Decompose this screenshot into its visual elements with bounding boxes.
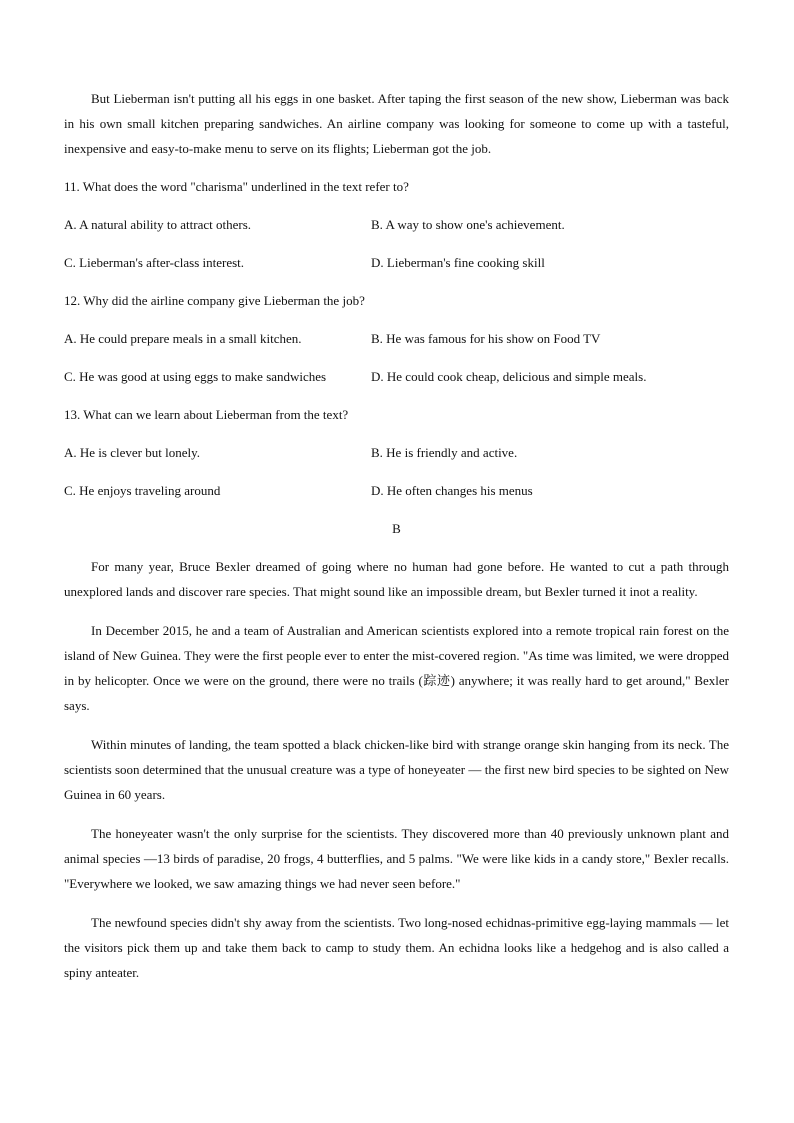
question-11	[64, 174, 729, 275]
answer-options	[64, 440, 729, 503]
question-13	[64, 402, 729, 503]
answer-options	[64, 326, 729, 389]
answer-options	[64, 212, 729, 275]
passage-b-paragraph-2: In December 2015, he and a team of Australian and American scientists explored into a remote tropical rain forest on the island of New Guinea. They were the first people ever to enter the mist-covered region. "As time was limited, we were dropped in by helicopter. Once we were on the ground, there were no trails (踪迹) anywhere; it was really hard to get around," Bexler says.	[64, 623, 729, 713]
option-b: B. He is friendly and active.	[371, 445, 518, 460]
option-a: A. A natural ability to attract others.	[64, 217, 252, 232]
option-d: D. Lieberman's fine cooking skill	[371, 255, 545, 270]
option-b: B. He was famous for his show on Food TV	[371, 331, 601, 346]
option-d: D. He could cook cheap, delicious and simple meals.	[371, 369, 647, 384]
option-a: A. He is clever but lonely.	[64, 445, 200, 460]
document-page	[64, 86, 729, 999]
question-12	[64, 288, 729, 389]
question-stem: 12. Why did the airline company give Lieberman the job?	[64, 293, 365, 308]
passage-b-paragraph-4: The honeyeater wasn't the only surprise for the scientists. They discovered more than 40 previously unknown plant and animal species —13 birds of paradise, 20 frogs, 4 butterflies, and 5 palms. "We were like kids in a candy store," Bexler recalls. "Everywhere we looked, we saw amazing things we had never seen before."	[64, 826, 729, 891]
passage-b-paragraph-1: For many year, Bruce Bexler dreamed of going where no human had gone before. He wanted to cut a path through unexplored lands and discover rare species. That might sound like an impossible dream, but Bexler turned it inot a reality.	[64, 559, 729, 599]
passage-a-closing-paragraph: But Lieberman isn't putting all his eggs in one basket. After taping the first season of the new show, Lieberman was back in his own small kitchen preparing sandwiches. An airline company was looking for someone to come up with a tasteful, inexpensive and easy-to-make menu to serve on its flights; Lieberman got the job.	[64, 91, 729, 156]
section-b-heading: B	[392, 521, 401, 536]
option-c: C. He was good at using eggs to make sandwiches	[64, 369, 327, 384]
question-stem: 13. What can we learn about Lieberman from the text?	[64, 407, 349, 422]
question-stem: 11. What does the word "charisma" underlined in the text refer to?	[64, 179, 409, 194]
passage-b	[64, 554, 729, 985]
option-c: C. Lieberman's after-class interest.	[64, 255, 245, 270]
option-d: D. He often changes his menus	[371, 483, 533, 498]
passage-b-paragraph-5: The newfound species didn't shy away from the scientists. Two long-nosed echidnas-primitive egg-laying mammals — let the visitors pick them up and take them back to camp to study them. An echidna looks like a hedgehog and is also called a spiny anteater.	[64, 915, 729, 980]
option-c: C. He enjoys traveling around	[64, 483, 221, 498]
passage-b-paragraph-3: Within minutes of landing, the team spotted a black chicken-like bird with strange orange skin hanging from its neck. The scientists soon determined that the unusual creature was a type of honeyeater — the first new bird species to be sighted on New Guinea in 60 years.	[64, 737, 729, 802]
option-b: B. A way to show one's achievement.	[371, 217, 565, 232]
option-a: A. He could prepare meals in a small kitchen.	[64, 331, 302, 346]
